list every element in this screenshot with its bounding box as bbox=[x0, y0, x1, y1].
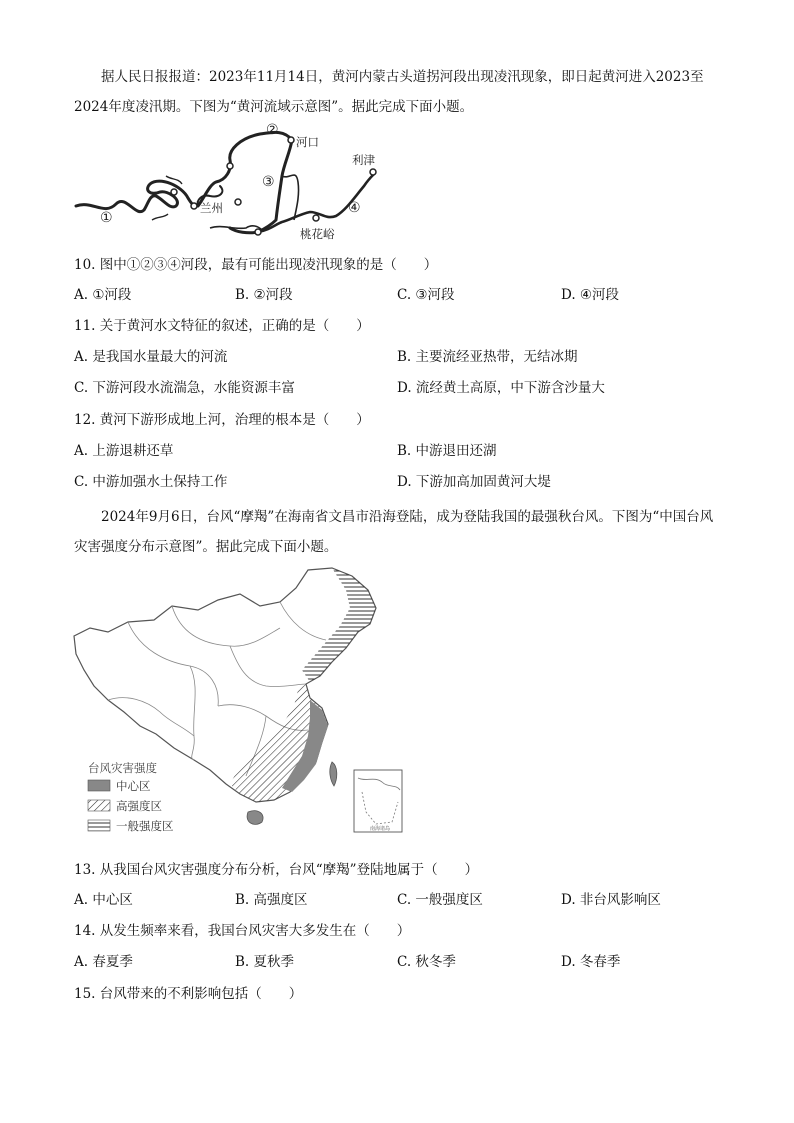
q12-option-b[interactable]: B. 中游退田还湖 bbox=[397, 443, 497, 459]
label-taohuayu: 桃花峪 bbox=[300, 227, 335, 240]
legend-swatch-general bbox=[88, 820, 110, 831]
city-dot bbox=[171, 189, 177, 195]
q13-option-c[interactable]: C. 一般强度区 bbox=[397, 892, 483, 908]
q14-option-d[interactable]: D. 冬春季 bbox=[561, 954, 621, 970]
taohuayu-dot bbox=[313, 215, 319, 221]
taiwan-island bbox=[330, 762, 337, 786]
legend-label-high: 高强度区 bbox=[116, 799, 162, 813]
lanzhou-dot bbox=[191, 203, 197, 209]
tributary-fen bbox=[282, 175, 299, 220]
q13-option-b[interactable]: B. 高强度区 bbox=[235, 892, 308, 908]
q13-option-a[interactable]: A. 中心区 bbox=[74, 892, 133, 908]
q10-option-a[interactable]: A. ①河段 bbox=[74, 287, 132, 303]
q12-option-a[interactable]: A. 上游退耕还草 bbox=[74, 443, 174, 459]
question-15: 15. 台风带来的不利影响包括（ ） bbox=[74, 986, 303, 1002]
legend-swatch-center bbox=[88, 780, 110, 791]
city-dot bbox=[227, 163, 233, 169]
question-14: 14. 从发生频率来看，我国台风灾害大多发生在（ ） bbox=[74, 923, 411, 939]
legend-title: 台风灾害强度 bbox=[88, 761, 157, 775]
hainan-island bbox=[247, 811, 263, 825]
china-typhoon-map bbox=[70, 566, 410, 836]
intro-paragraph-1: 据人民日报报道：2023年11月14日，黄河内蒙古头道拐河段出现凌汛现象，即日起黄河进入2023至2024年度凌汛期。下图为“黄河流域示意图”。据此完成下面小题。 bbox=[74, 69, 704, 115]
city-dot bbox=[255, 229, 261, 235]
legend-label-center: 中心区 bbox=[116, 779, 151, 793]
label-lanzhou: 兰州 bbox=[200, 201, 223, 215]
q14-option-c[interactable]: C. 秋冬季 bbox=[397, 954, 456, 970]
city-dot bbox=[235, 199, 241, 205]
tributary-small-2 bbox=[152, 214, 168, 220]
question-13: 13. 从我国台风灾害强度分布分析，台风“摩羯”登陆地属于（ ） bbox=[74, 862, 479, 878]
hekou-dot bbox=[288, 137, 294, 143]
q14-option-b[interactable]: B. 夏秋季 bbox=[235, 954, 295, 970]
lijin-dot bbox=[370, 169, 376, 175]
yellow-river-map bbox=[70, 120, 390, 240]
question-11: 11. 关于黄河水文特征的叙述，正确的是（ ） bbox=[74, 318, 370, 334]
q11-option-c[interactable]: C. 下游河段水流湍急，水能资源丰富 bbox=[74, 380, 295, 396]
q14-option-a[interactable]: A. 春夏季 bbox=[74, 954, 133, 970]
q11-option-a[interactable]: A. 是我国水量最大的河流 bbox=[74, 349, 228, 365]
label-seg1: ① bbox=[100, 210, 113, 226]
label-seg3: ③ bbox=[262, 174, 275, 190]
q10-option-d[interactable]: D. ④河段 bbox=[561, 287, 620, 303]
q11-option-d[interactable]: D. 流经黄土高原，中下游含沙量大 bbox=[397, 380, 605, 396]
q10-option-b[interactable]: B. ②河段 bbox=[235, 287, 293, 303]
q11-option-b[interactable]: B. 主要流经亚热带，无结冰期 bbox=[397, 349, 578, 365]
legend-label-general: 一般强度区 bbox=[116, 819, 174, 833]
q13-option-d[interactable]: D. 非台风影响区 bbox=[561, 892, 661, 908]
question-12: 12. 黄河下游形成地上河，治理的根本是（ ） bbox=[74, 412, 370, 428]
intro-paragraph-2: 2024年9月6日，台风“摩羯”在海南省文昌市沿海登陆，成为登陆我国的最强秋台风。下图为“中国台风灾害强度分布示意图”。据此完成下面小题。 bbox=[74, 509, 714, 555]
inset-label: 南海诸岛 bbox=[370, 826, 391, 832]
label-seg4: ④ bbox=[348, 200, 361, 216]
legend-swatch-high bbox=[88, 800, 110, 811]
q12-option-c[interactable]: C. 中游加强水土保持工作 bbox=[74, 474, 228, 490]
q12-option-d[interactable]: D. 下游加高加固黄河大堤 bbox=[397, 474, 551, 490]
label-hekou: 河口 bbox=[296, 135, 319, 149]
label-lijin: 利津 bbox=[352, 153, 375, 167]
q10-option-c[interactable]: C. ③河段 bbox=[397, 287, 455, 303]
question-10: 10. 图中①②③④河段，最有可能出现凌汛现象的是（ ） bbox=[74, 257, 438, 273]
label-seg2: ② bbox=[266, 122, 279, 138]
